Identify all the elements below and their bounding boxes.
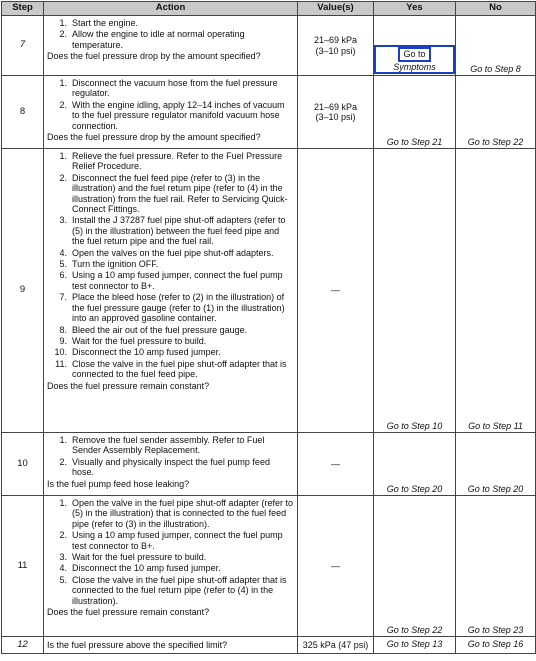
step-row-9 [2, 149, 536, 433]
action-item [47, 552, 294, 562]
value-cell [298, 637, 374, 654]
action-item [47, 29, 294, 50]
no-cell: Go to Step 8 [456, 16, 536, 76]
item-text: Using a 10 amp fused jumper, connect the fuel pump test connector to B+. [72, 270, 283, 291]
item-text: Wait for the fuel pressure to build. [72, 335, 207, 346]
header-step: Step [2, 2, 44, 16]
yes-cell [374, 16, 456, 76]
item-text: Allow the engine to idle at normal operating temperature. [72, 29, 245, 50]
action-item [47, 151, 294, 172]
value-line: 21–69 kPa [313, 101, 358, 112]
item-number: 5. [59, 259, 67, 270]
question-text: Is the fuel pressure above the specified limit? [47, 639, 228, 650]
question-text: Does the fuel pressure drop by the amount specified? [47, 132, 261, 143]
step-row-12 [2, 637, 536, 654]
action-item [47, 259, 294, 269]
item-text: Visually and physically inspect the fuel pump feed hose. [72, 456, 270, 478]
link-prefix: Go to [398, 47, 430, 61]
action-cell [44, 76, 298, 149]
action-item [47, 359, 294, 380]
item-number: 4. [59, 563, 67, 574]
item-number: 11. [55, 358, 67, 369]
value-line: (3–10 psi) [315, 112, 356, 122]
yes-cell: Go to Step 10 [374, 149, 456, 433]
item-number: 8. [59, 324, 67, 335]
header-action: Action [44, 2, 298, 16]
value-line: (3–10 psi) [315, 45, 356, 56]
action-cell [44, 433, 298, 496]
item-text: Close the valve in the fuel pipe shut-off adapter that is connected to the fuel feed pipe. [72, 358, 287, 380]
item-text: Turn the ignition OFF. [72, 259, 159, 270]
header-values: Value(s) [298, 2, 374, 16]
item-number: 1. [59, 498, 67, 508]
item-number: 3. [59, 552, 67, 563]
item-text: Start the engine. [72, 18, 139, 28]
item-number: 10. [54, 347, 67, 358]
action-cell [44, 149, 298, 433]
action-item [47, 575, 294, 606]
item-number: 4. [59, 247, 67, 258]
no-cell: Go to Step 16 [456, 637, 536, 654]
go-to-symptoms-link[interactable] [374, 45, 455, 74]
step-row-11 [2, 496, 536, 637]
action-item [47, 292, 294, 323]
item-number: 2. [59, 456, 67, 467]
item-text: Close the valve in the fuel pipe shut-off adapter that is connected to the fuel return pipe (refer to (4) in the illustration). [72, 574, 287, 606]
item-number: 6. [59, 270, 67, 281]
question-text: Does the fuel pressure remain constant? [47, 380, 210, 391]
header-yes: Yes [374, 2, 456, 16]
value-line: — [331, 285, 340, 296]
item-text: Disconnect the vacuum hose from the fuel pressure regulator. [72, 78, 278, 99]
yes-cell: Go to Step 20 [374, 433, 456, 496]
item-number: 3. [59, 215, 67, 226]
value-cell [298, 76, 374, 149]
action-cell [44, 496, 298, 637]
step-number: 11 [2, 496, 44, 637]
step-row-8 [2, 76, 536, 149]
item-text: Wait for the fuel pressure to build. [72, 552, 207, 563]
yes-cell: Go to Step 22 [374, 496, 456, 637]
action-item [47, 270, 294, 291]
item-number: 5. [59, 574, 67, 585]
action-item [47, 173, 294, 215]
value-line: — [331, 560, 340, 571]
no-cell: Go to Step 20 [456, 433, 536, 496]
no-cell: Go to Step 22 [456, 76, 536, 149]
item-number: 2. [59, 530, 67, 541]
action-item [47, 498, 294, 529]
step-number: 7 [2, 16, 44, 76]
item-text: Bleed the air out of the fuel pressure gauge. [72, 324, 248, 335]
item-number: 9. [59, 335, 67, 346]
value-cell [298, 149, 374, 433]
action-cell [44, 16, 298, 76]
header-no: No [456, 2, 536, 16]
value-line: 325 kPa (47 psi) [302, 639, 369, 650]
step-number: 12 [2, 637, 44, 654]
value-line: — [331, 458, 340, 469]
step-number: 9 [2, 149, 44, 433]
item-text: Disconnect the 10 amp fused jumper. [72, 563, 221, 574]
action-item [47, 325, 294, 335]
item-number: 1. [59, 435, 67, 445]
action-item [47, 530, 294, 551]
step-number: 8 [2, 76, 44, 149]
item-number: 1. [59, 151, 67, 161]
item-text: Disconnect the 10 amp fused jumper. [72, 347, 221, 358]
diagnostic-table [1, 1, 536, 654]
no-cell: Go to Step 11 [456, 149, 536, 433]
step-row-7 [2, 16, 536, 76]
action-item [47, 336, 294, 346]
step-number: 10 [2, 433, 44, 496]
value-line: 21–69 kPa [313, 35, 358, 46]
action-item [47, 100, 294, 131]
question-text: Is the fuel pump feed hose leaking? [47, 478, 190, 489]
yes-cell: Go to Step 21 [374, 76, 456, 149]
value-cell [298, 496, 374, 637]
action-item [47, 435, 294, 456]
question-text: Does the fuel pressure drop by the amount specified? [47, 51, 261, 62]
item-number: 2. [59, 29, 67, 40]
item-number: 2. [59, 172, 67, 183]
item-text: Relieve the fuel pressure. Refer to the Fuel Pressure Relief Procedure. [72, 151, 283, 172]
item-text: Disconnect the fuel feed pipe (refer to (3) in the illustration) and the fuel return pipe (refer to (4) in the illustration) from the fuel rail. Refer to Servicing Quick-Connect Fittings. [72, 172, 288, 215]
item-number: 1. [59, 78, 67, 88]
item-text: Install the J 37287 fuel pipe shut-off adapters (refer to (5) in the illustration) between the fuel feed pipe and the fuel return pipe and the fuel rail. [72, 215, 286, 247]
question-text: Does the fuel pressure remain constant? [47, 607, 210, 618]
action-item [47, 347, 294, 357]
action-item [47, 457, 294, 478]
action-item [47, 18, 294, 28]
yes-cell: Go to Step 13 [374, 637, 456, 654]
item-number: 7. [59, 292, 67, 303]
item-text: Using a 10 amp fused jumper, connect the fuel pump test connector to B+. [72, 530, 283, 551]
item-number: 1. [59, 18, 67, 28]
link-target: Symptoms [393, 61, 436, 72]
action-cell [44, 637, 298, 654]
action-item [47, 248, 294, 258]
no-cell: Go to Step 23 [456, 496, 536, 637]
item-text: Remove the fuel sender assembly. Refer to Fuel Sender Assembly Replacement. [72, 435, 265, 456]
item-text: Open the valve in the fuel pipe shut-off adapter (refer to (5) in the illustration) that is connected to the fuel feed pipe (refer to (3) in the illustration). [72, 498, 293, 529]
item-text: With the engine idling, apply 12–14 inches of vacuum to the fuel pressure regulator manifold vacuum hose connection. [72, 99, 285, 131]
action-item [47, 78, 294, 99]
header-row [2, 2, 536, 16]
item-number: 2. [59, 99, 67, 110]
value-cell [298, 16, 374, 76]
action-item [47, 563, 294, 573]
value-cell [298, 433, 374, 496]
item-text: Open the valves on the fuel pipe shut-off adapters. [72, 247, 274, 258]
action-item [47, 215, 294, 246]
step-row-10 [2, 433, 536, 496]
item-text: Place the bleed hose (refer to (2) in the illustration) of the fuel pressure gauge (refer to (1) in the illustration) into an approved gasoline container. [72, 292, 285, 324]
